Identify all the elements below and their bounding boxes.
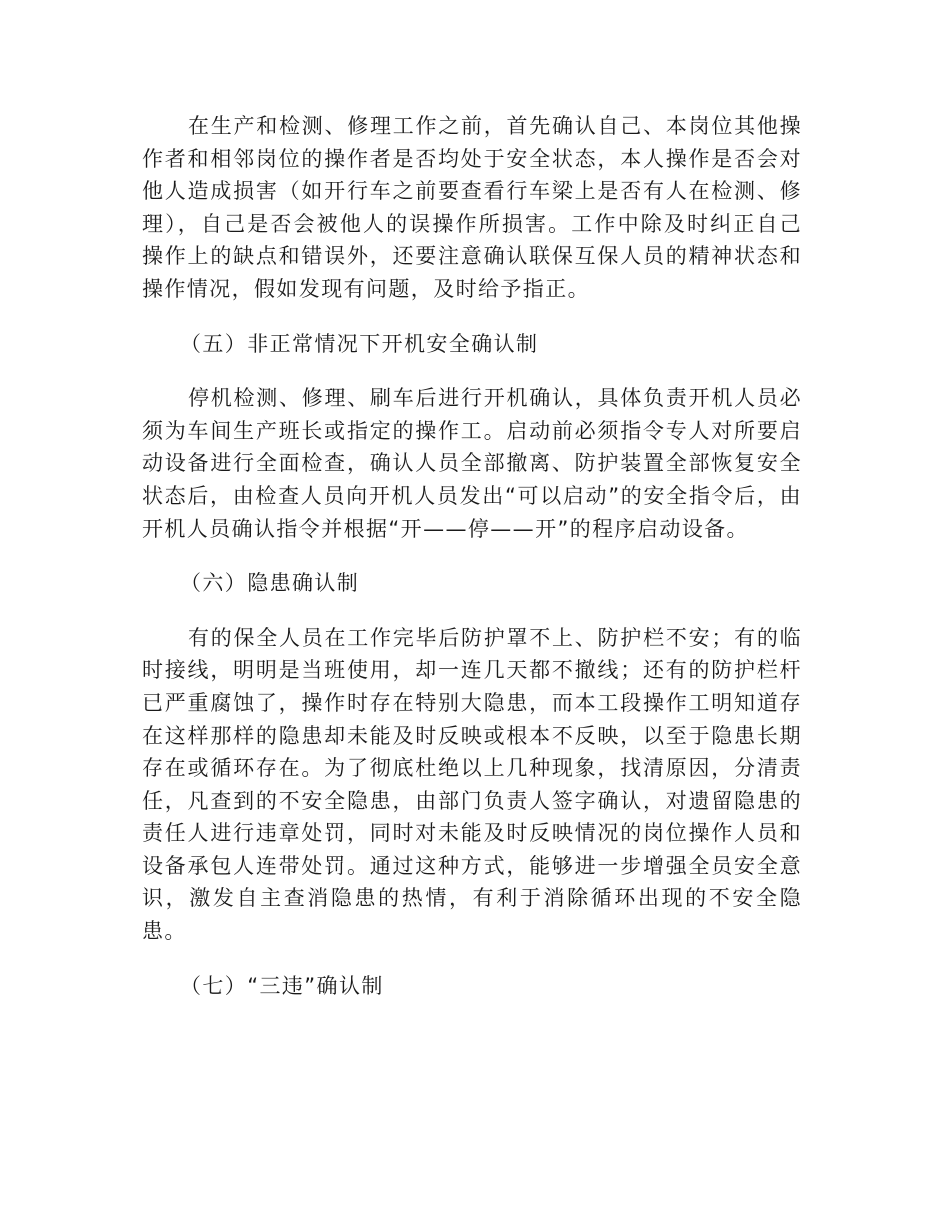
paragraph-confirm-safety-state: 在生产和检测、修理工作之前，首先确认自己、本岗位其他操作者和相邻岗位的操作者是否均处于安全状态，本人操作是否会对他人造成损害（如开行车之前要查看行车梁上是否有人在检测、修理），自己是否会被他人的误操作所损害。工作中除及时纠正自己操作上的缺点和错误外，还要注意确认联保互保人员的精神状态和操作情况，假如发现有问题，及时给予指正。 xyxy=(142,114,802,301)
section-heading-abnormal-startup: （五）非正常情况下开机安全确认制 xyxy=(180,331,539,356)
document-page xyxy=(142,110,802,1002)
section-heading-hazard-confirmation: （六）隐患确认制 xyxy=(180,571,360,596)
paragraph-startup-confirmation: 停机检测、修理、刷车后进行开机确认，具体负责开机人员必须为车间生产班长或指定的操作工。启动前必须指令专人对所要启动设备进行全面检查，确认人员全部撤离、防护装置全部恢复安全状态后，由检查人员向开机人员发出“可以启动”的安全指令后，由开机人员确认指令并根据“开——停——开”的程序启动设备。 xyxy=(142,386,802,541)
paragraph-hazard-confirmation: 有的保全人员在工作完毕后防护罩不上、防护栏不安；有的临时接线，明明是当班使用，却一连几天都不撤线；还有的防护栏杆已严重腐蚀了，操作时存在特别大隐患，而本工段操作工明知道存在这样那样的隐患却未能及时反映或根本不反映，以至于隐患长期存在或循环存在。为了彻底杜绝以上几种现象，找清原因，分清责任，凡查到的不安全隐患，由部门负责人签字确认，对遗留隐患的责任人进行违章处罚，同时对未能及时反映情况的岗位操作人员和设备承包人连带处罚。通过这种方式，能够进一步增强全员安全意识，激发自主查消隐患的热情，有利于消除循环出现的不安全隐患。 xyxy=(142,625,802,944)
section-heading-three-violations: （七）“三违”确认制 xyxy=(180,973,384,998)
